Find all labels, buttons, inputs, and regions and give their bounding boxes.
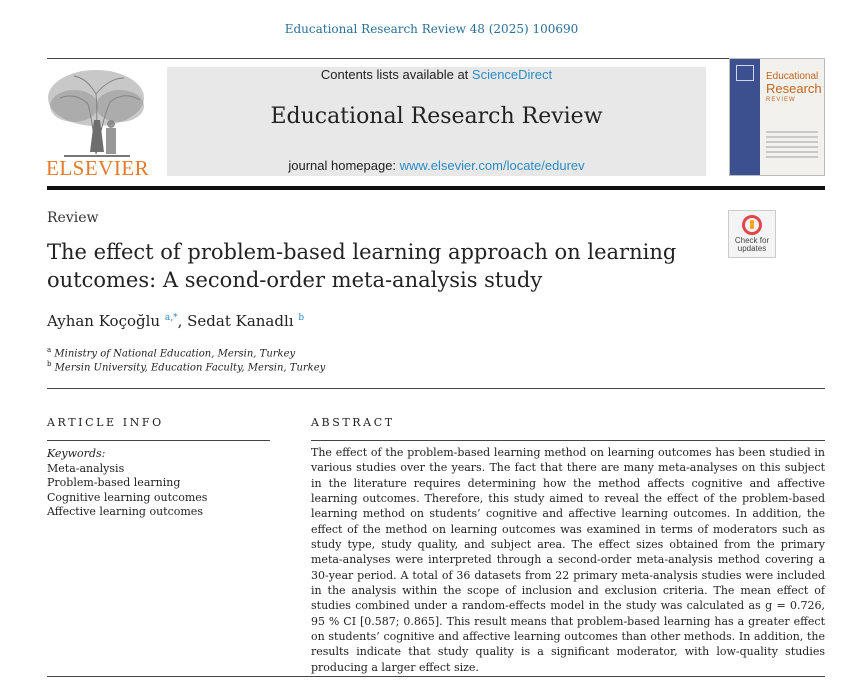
contents-prefix: Contents lists available at [320,67,472,82]
elsevier-wordmark: ELSEVIER [46,156,150,180]
affiliation-b [47,360,325,373]
keyword-item: Problem-based learning [47,476,181,489]
keyword-item: Meta-analysis [47,461,125,475]
affiliation-a-mark: a [47,346,52,354]
article-type: Review [47,210,99,226]
check-for-updates-badge[interactable] [728,210,776,258]
badge-line2: updates [737,244,767,253]
article-info-rule [47,440,270,441]
abstract-text: The effect of the problem-based learning method on learning outcomes has been studied in various studies over the years. The fact that there are many meta-analyses on this subject in the literature requires determining how the method affects cognitive and affective learning outcomes. Therefore, this study aimed to reveal the effect of the problem-based learning method on students’ cognitive and affective learning outcomes. In addition, the effect of the method on learning outcomes was examined in terms of moderators such as study type, study quality, and subject area. The effect sizes obtained from the primary meta-analyses were interpreted through a second-order meta-analysis method covering a 30-year period. A total of 36 datasets from 22 primary meta-analysis studies were included in the analysis within the scope of inclusion and exclusion criteria. The mean effect of studies combined under a random-effects model in the study was calculated as g = 0.726, 95 % CI [0.587; 0.865]. This result means that problem-based learning has a greater effect on students’ cognitive and affective learning outcomes than other methods. In addition, the results indicate that study quality is a significant moderator, with low-quality studies producing a larger effect size. [311,446,825,674]
journal-cover[interactable] [729,58,825,176]
keyword-item: Cognitive learning outcomes [47,490,208,504]
author-2-affiliation-mark[interactable]: b [298,313,305,323]
author-separator: , [177,312,188,330]
keywords-block [47,447,207,520]
sciencedirect-link[interactable]: ScienceDirect [471,67,553,82]
affiliation-b-text: Mersin University, Education Faculty, Mersin, Turkey [54,362,326,374]
journal-homepage [167,158,706,173]
bottom-rule [47,676,825,677]
article-info-heading: ARTICLE INFO [47,416,164,429]
author-2[interactable]: Sedat Kanadlı [187,312,294,330]
journal-title: Educational Research Review [270,104,603,129]
keyword-item: Affective learning outcomes [47,505,203,518]
header-top-rule [47,58,825,59]
cover-title-line1: Educational [766,71,819,82]
affiliation-a-text: Ministry of National Education, Mersin, Turkey [54,348,296,360]
check-updates-icon [742,215,762,235]
abstract-heading: ABSTRACT [311,416,395,429]
author-list [47,312,304,330]
keywords-label: Keywords: [47,447,106,460]
badge-line1: Check for [734,236,770,245]
header-thick-rule [47,186,825,190]
homepage-link[interactable]: www.elsevier.com/locate/edurev [399,158,585,173]
cover-spine [730,59,760,175]
journal-citation: Educational Research Review 48 (2025) 100690 [284,22,579,36]
cover-title-line3: REVIEW [766,97,796,103]
cover-title-line2: Research [766,81,822,96]
cover-title [766,71,822,106]
section-rule [47,388,825,389]
abstract-rule [311,440,825,441]
cover-text-lines [766,131,818,161]
author-1[interactable]: Ayhan Koçoğlu [47,312,161,330]
cover-logo-icon [736,65,754,81]
contents-line [167,67,706,82]
paper-title: The effect of problem-based learning approach on learning outcomes: A second-order meta-analysis study [47,240,677,292]
homepage-prefix: journal homepage: [288,158,400,173]
author-1-affiliation-mark[interactable]: a,* [164,313,178,323]
affiliation-b-mark: b [47,360,52,368]
affiliation-a [47,346,295,359]
